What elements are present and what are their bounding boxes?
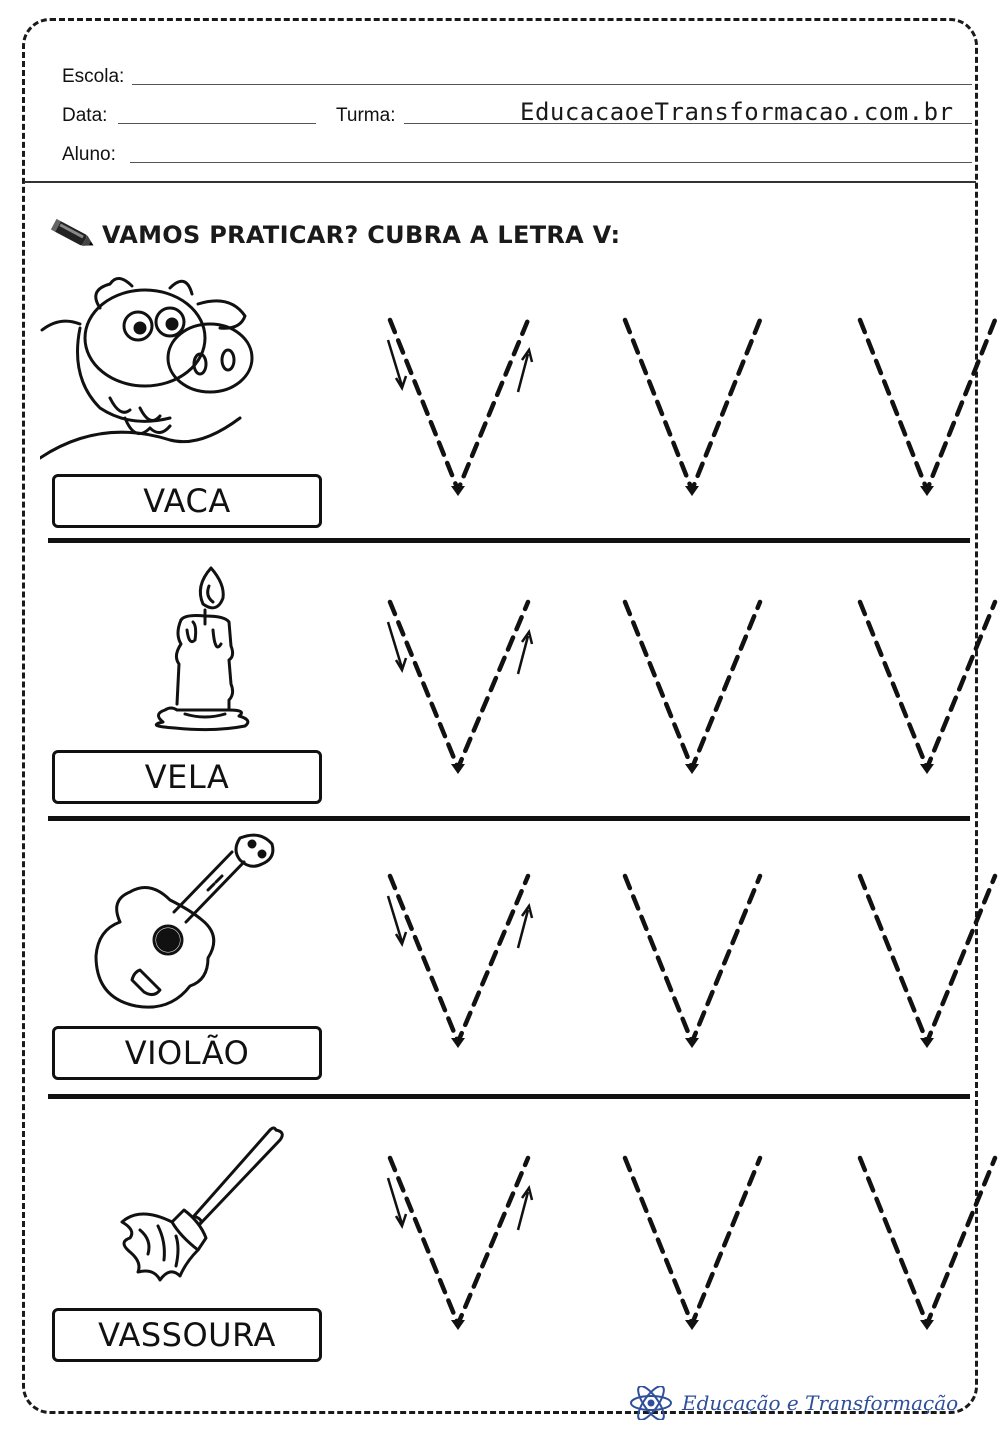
row-divider — [48, 538, 970, 543]
word-label-vela: VELA — [52, 750, 322, 804]
cow-icon — [40, 268, 260, 468]
practice-row-vassoura — [40, 1106, 970, 1376]
practice-row-violao — [40, 828, 970, 1090]
word-label-violao: VIOLÃO — [52, 1026, 322, 1080]
date-label: Data: — [62, 105, 108, 126]
candle-icon — [125, 564, 255, 734]
footer-brand — [628, 1386, 958, 1420]
row-divider — [48, 1094, 970, 1099]
word-label-vassoura: VASSOURA — [52, 1308, 322, 1362]
instruction-text: VAMOS PRATICAR? CUBRA A LETRA V: — [102, 221, 621, 249]
word-label-vaca: VACA — [52, 474, 322, 528]
letter-v-tracing-row-2[interactable] — [340, 596, 1000, 786]
practice-row-vela — [40, 550, 970, 812]
letter-v-tracing-row-4[interactable] — [340, 1152, 1000, 1342]
class-label: Turma: — [336, 105, 396, 126]
letter-v-tracing-row-1[interactable] — [340, 312, 1000, 512]
school-field[interactable] — [132, 84, 972, 85]
header-divider — [24, 181, 976, 183]
practice-row-vaca — [40, 262, 970, 537]
school-label: Escola: — [62, 66, 125, 87]
student-label: Aluno: — [62, 144, 116, 165]
instruction — [50, 218, 620, 252]
date-field[interactable] — [118, 123, 316, 124]
letter-v-tracing-row-3[interactable] — [340, 870, 1000, 1060]
guitar-icon — [90, 830, 280, 1020]
row-divider — [48, 816, 970, 821]
broom-icon — [80, 1126, 290, 1306]
pencil-icon — [50, 218, 98, 252]
footer-brand-text: Educação e Transformação — [682, 1391, 959, 1415]
site-url: EducacaoeTransformacao.com.br — [520, 98, 954, 126]
atom-logo-icon — [628, 1386, 674, 1420]
student-field[interactable] — [130, 162, 972, 163]
